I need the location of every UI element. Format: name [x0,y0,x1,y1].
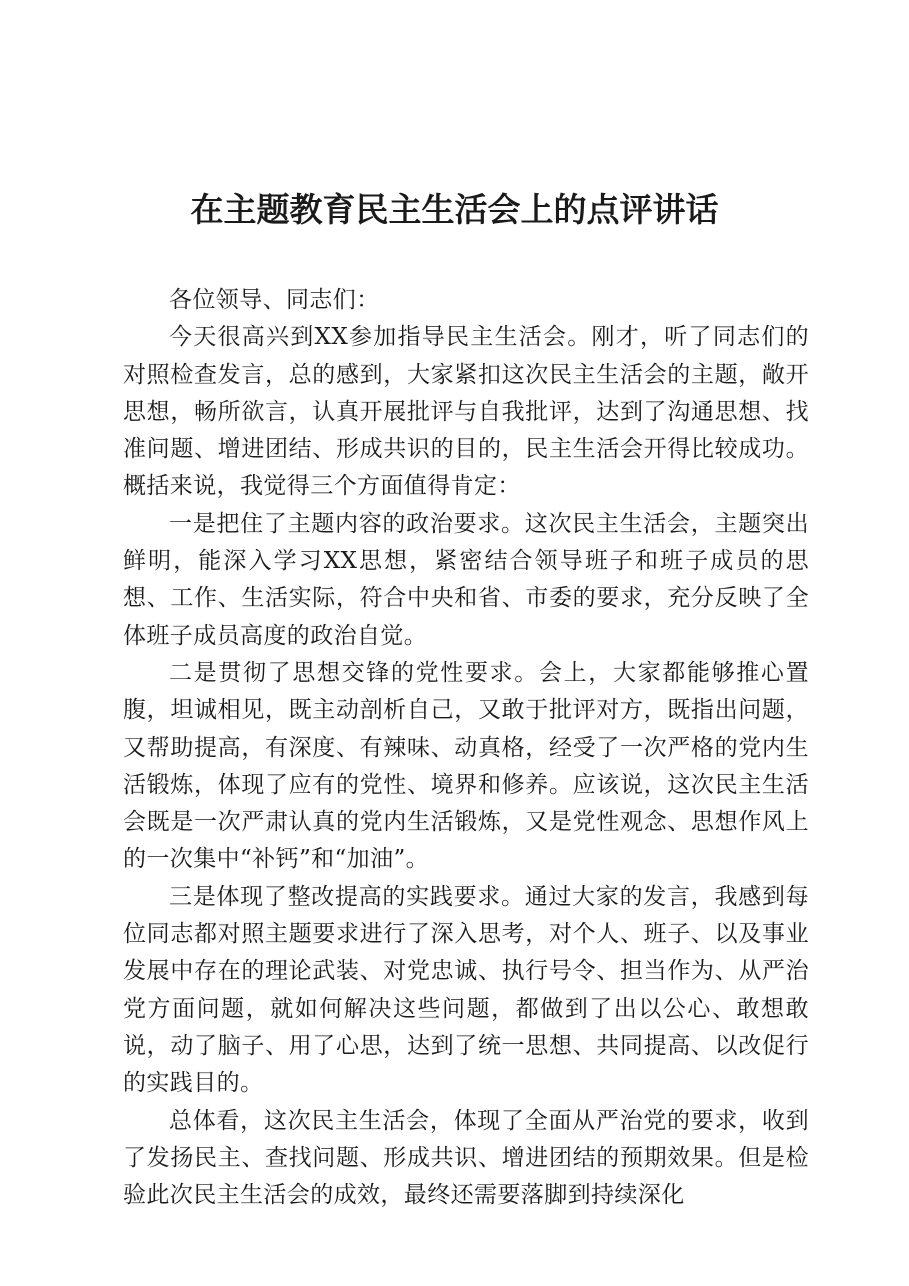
body-paragraph-summary: 总体看，这次民主生活会，体现了全面从严治党的要求，收到了发扬民主、查找问题、形成共识、增进团结的预期效果。但是检验此次民主生活会的成效，最终还需要落脚到持续深化 [123,1107,809,1209]
body-paragraph-point-three: 三是体现了整改提高的实践要求。通过大家的发言，我感到每位同志都对照主题要求进行了深入思考，对个人、班子、以及事业发展中存在的理论武装、对党忠诚、执行号令、担当作为、从严治党方面问题，就如何解决这些问题，都做到了出以公心、敢想敢说，动了脑子、用了心思，达到了统一思想、共同提高、以改促行的实践目的。 [123,883,809,1097]
salutation-paragraph: 各位领导、同志们： [169,287,380,313]
body-paragraph-opening: 今天很高兴到XX参加指导民主生活会。刚才，听了同志们的对照检查发言，总的感到，大家紧扣这次民主生活会的主题，敞开思想，畅所欲言，认真开展批评与自我批评，达到了沟通思想、找准问题、增进团结、形成共识的目的，民主生活会开得比较成功。概括来说，我觉得三个方面值得肯定： [123,324,809,500]
body-paragraph-point-two: 二是贯彻了思想交锋的党性要求。会上，大家都能够推心置腹，坦诚相见，既主动剖析自己，又敢于批评对方，既指出问题，又帮助提高，有深度、有辣味、动真格，经受了一次严格的党内生活锻炼，体现了应有的党性、境界和修养。应该说，这次民主生活会既是一次严肃认真的党内生活锻炼，又是党性观念、思想作风上的一次集中“补钙”和“加油”。 [123,659,809,873]
document-title: 在主题教育民主生活会上的点评讲话 [190,190,719,229]
body-paragraph-point-one: 一是把住了主题内容的政治要求。这次民主生活会，主题突出鲜明，能深入学习XX思想，紧密结合领导班子和班子成员的思想、工作、生活实际，符合中央和省、市委的要求，充分反映了全体班子成员高度的政治自觉。 [123,510,809,649]
document-body [123,282,809,1214]
